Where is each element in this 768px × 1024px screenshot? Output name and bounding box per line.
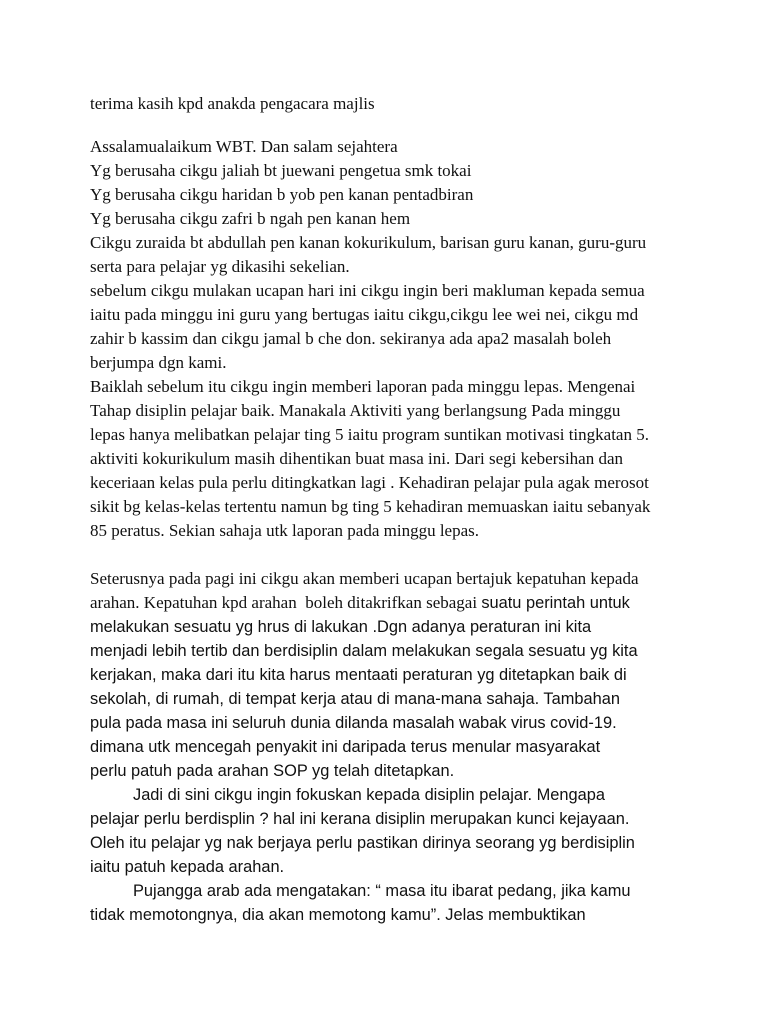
discipline-first-line: Jadi di sini cikgu ingin fokuskan kepada disiplin pelajar. Mengapa (133, 786, 605, 804)
announcement-line: berjumpa dgn kami. (90, 353, 227, 372)
discipline-line: iaitu patuh kepada arahan. (90, 858, 285, 876)
report-line: keceriaan kelas pula perlu ditingkatkan lagi . Kehadiran pelajar pula agak merosot (90, 473, 649, 492)
salutation-line: Yg berusaha cikgu jaliah bt juewani pengetua smk tokai (90, 161, 472, 180)
discipline-line: pelajar perlu berdisplin ? hal ini kerana disiplin merupakan kunci kejayaan. (90, 810, 630, 828)
discipline-line: Oleh itu pelajar yg nak berjaya perlu pastikan dirinya seorang yg berdisiplin (90, 834, 635, 852)
speech-intro-sans-part: suatu perintah untuk (481, 594, 630, 612)
report-line: sikit bg kelas-kelas tertentu namun bg ting 5 kehadiran memuaskan iaitu sebanyak (90, 497, 651, 516)
report-line: lepas hanya melibatkan pelajar ting 5 iaitu program suntikan motivasi tingkatan 5. (90, 425, 649, 444)
speech-intro-mixed-line (90, 592, 630, 614)
quote-line: tidak memotongnya, dia akan memotong kamu”. Jelas membuktikan (90, 906, 586, 924)
speech-body-line: menjadi lebih tertib dan berdisiplin dalam melakukan segala sesuatu yg kita (90, 642, 638, 660)
salutation-line: Cikgu zuraida bt abdullah pen kanan kokurikulum, barisan guru kanan, guru-guru (90, 233, 647, 252)
speech-body-line: pula pada masa ini seluruh dunia dilanda masalah wabak virus covid-19. (90, 714, 617, 732)
speech-intro-serif-part: arahan. Kepatuhan kpd arahan boleh ditakrifkan sebagai (90, 593, 482, 612)
salutation-line: Yg berusaha cikgu haridan b yob pen kanan pentadbiran (90, 185, 474, 204)
speech-body-line: kerjakan, maka dari itu kita harus mentaati peraturan yg ditetapkan baik di (90, 666, 627, 684)
report-line: aktiviti kokurikulum masih dihentikan buat masa ini. Dari segi kebersihan dan (90, 449, 624, 468)
announcement-line: zahir b kassim dan cikgu jamal b che don. sekiranya ada apa2 masalah boleh (90, 329, 612, 348)
speech-body-line: perlu patuh pada arahan SOP yg telah ditetapkan. (90, 762, 455, 780)
speech-body-line: dimana utk mencegah penyakit ini daripada terus menular masyarakat (90, 738, 601, 756)
salutation-line: Assalamualaikum WBT. Dan salam sejahtera (90, 137, 398, 156)
speech-intro-line: Seterusnya pada pagi ini cikgu akan memberi ucapan bertajuk kepatuhan kepada (90, 569, 639, 588)
quote-first-line: Pujangga arab ada mengatakan: “ masa itu ibarat pedang, jika kamu (133, 882, 631, 900)
speech-body-line: melakukan sesuatu yg hrus di lakukan .Dgn adanya peraturan ini kita (90, 618, 592, 636)
speech-body-line: sekolah, di rumah, di tempat kerja atau di mana-mana sahaja. Tambahan (90, 690, 620, 708)
announcement-line: sebelum cikgu mulakan ucapan hari ini cikgu ingin beri makluman kepada semua (90, 281, 645, 300)
greeting-line: terima kasih kpd anakda pengacara majlis (90, 94, 375, 113)
salutation-line: Yg berusaha cikgu zafri b ngah pen kanan hem (90, 209, 411, 228)
salutation-line: serta para pelajar yg dikasihi sekelian. (90, 257, 350, 276)
announcement-line: iaitu pada minggu ini guru yang bertugas iaitu cikgu,cikgu lee wei nei, cikgu md (90, 305, 639, 324)
report-line: 85 peratus. Sekian sahaja utk laporan pada minggu lepas. (90, 521, 479, 540)
report-line: Tahap disiplin pelajar baik. Manakala Aktiviti yang berlangsung Pada minggu (90, 401, 621, 420)
report-line: Baiklah sebelum itu cikgu ingin memberi laporan pada minggu lepas. Mengenai (90, 377, 636, 396)
